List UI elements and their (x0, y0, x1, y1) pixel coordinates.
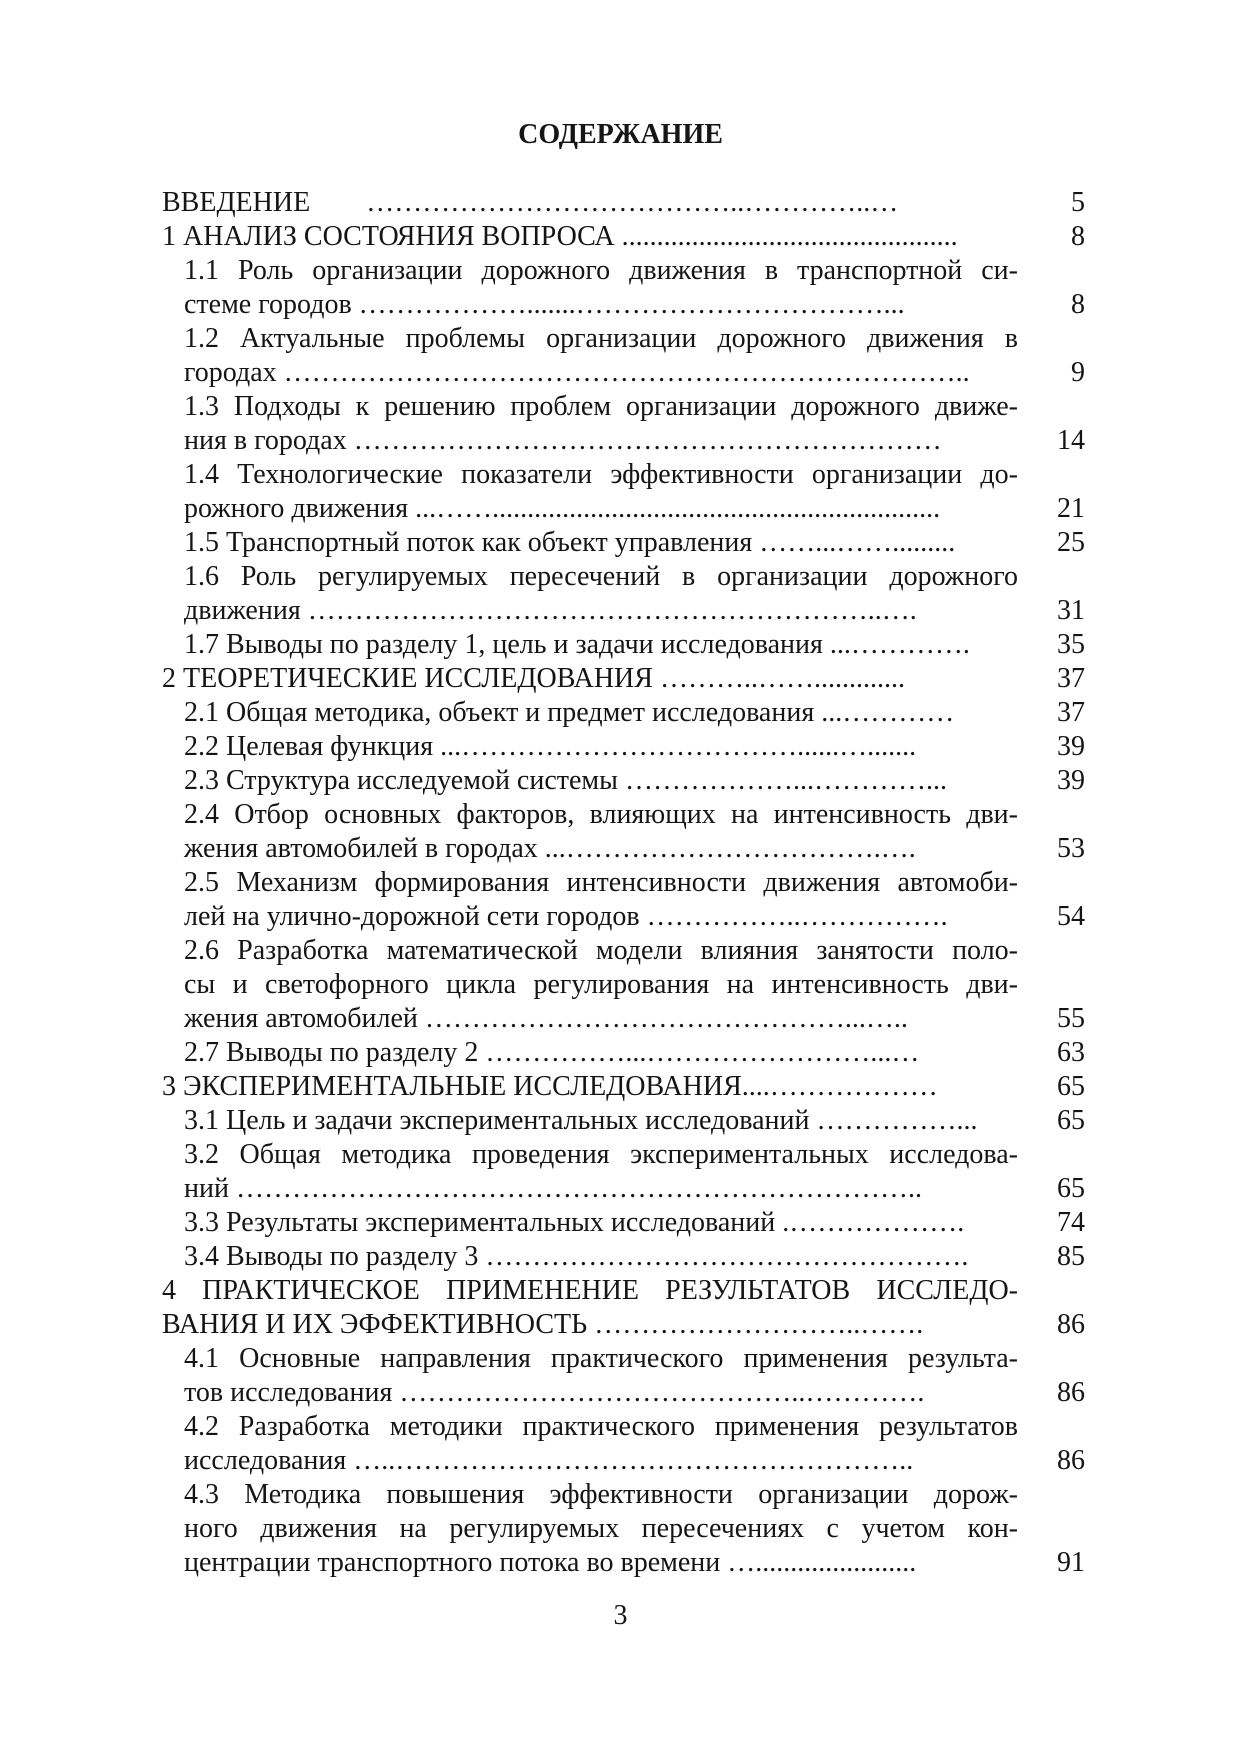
toc-entry-text: 3.1 Цель и задачи экспериментальных исследований ……………... (184, 1105, 978, 1136)
toc-entry-line (0, 390, 1241, 424)
toc-entry-text: 4.3 Методика повышения эффективности организации дорож- (184, 1479, 1018, 1510)
toc-entry-line (0, 594, 1241, 628)
toc-entry-line (0, 254, 1241, 288)
toc-entry-line (0, 1002, 1241, 1036)
toc-entry-text: движения ……………………………………………………..…. (184, 595, 917, 626)
toc-entry-line (0, 560, 1241, 594)
toc-entry-line (0, 322, 1241, 356)
toc-entry-text: городах ……………………………………………………………….. (184, 357, 970, 388)
toc-page-number: 65 (1057, 1105, 1085, 1136)
toc-entry-text: исследования …..……………………………………………….. (184, 1445, 914, 1476)
toc-entry-text: центрации транспортного потока во времени …....................... (184, 1547, 917, 1578)
toc-page-number: 5 (1071, 187, 1085, 218)
toc-entry-line (0, 356, 1241, 390)
toc-entry-line (0, 1342, 1241, 1376)
toc-entry-text: жения автомобилей в городах ...…………………………….…. (184, 833, 916, 864)
toc-entry-text: сы и светофорного цикла регулирования на интенсивность дви- (184, 969, 1018, 1000)
toc-page-number: 14 (1057, 425, 1085, 456)
toc-entry-line (0, 1546, 1241, 1580)
toc-entry-line (0, 1376, 1241, 1410)
toc-entry-text: лей на улично-дорожной сети городов ……………..……………. (184, 901, 948, 932)
toc-entry-text: 3.2 Общая методика проведения экспериментальных исследова- (184, 1139, 1018, 1170)
toc-page-number: 39 (1057, 731, 1085, 762)
toc-entry-line (0, 1104, 1241, 1138)
toc-entry-text: ВВЕДЕНИЕ …………………………………..…………..… (162, 187, 899, 218)
toc-entry-line (0, 288, 1241, 322)
toc-entry-text: 2.6 Разработка математической модели влияния занятости поло- (184, 935, 1018, 966)
toc-entry-line (0, 1070, 1241, 1104)
toc-entry-line (0, 1410, 1241, 1444)
toc-page-number: 85 (1057, 1241, 1085, 1272)
toc-entry-line (0, 1036, 1241, 1070)
toc-page-number: 8 (1071, 221, 1085, 252)
toc-entry-text: 1 АНАЛИЗ СОСТОЯНИЯ ВОПРОСА ................................................ (162, 221, 958, 252)
toc-page-number: 21 (1057, 493, 1085, 524)
toc-page-number: 86 (1057, 1377, 1085, 1408)
toc-entry-line (0, 220, 1241, 254)
toc-entry-text: 1.5 Транспортный поток как объект управления ……...……......... (184, 527, 956, 558)
toc-entry-text: 1.6 Роль регулируемых пересечений в организации дорожного (184, 561, 1018, 592)
toc-entry-text: 2 ТЕОРЕТИЧЕСКИЕ ИССЛЕДОВАНИЯ ………..……............. (162, 663, 905, 694)
toc-page-number: 31 (1057, 595, 1085, 626)
toc-entry-text: стеме городов ……………….......……………………………... (184, 289, 905, 320)
toc-entry-text: ного движения на регулируемых пересечениях с учетом кон- (184, 1513, 1018, 1544)
toc-entry-line (0, 628, 1241, 662)
toc-entry-line (0, 1512, 1241, 1546)
toc-page-number: 65 (1057, 1173, 1085, 1204)
toc-page-number: 25 (1057, 527, 1085, 558)
toc-entry-line (0, 1308, 1241, 1342)
toc-entry-text: 3 ЭКСПЕРИМЕНТАЛЬНЫЕ ИССЛЕДОВАНИЯ....……………… (162, 1071, 938, 1102)
toc-entry-text: 2.7 Выводы по разделу 2 ……………...……………………...… (184, 1037, 920, 1068)
toc-entry-line (0, 696, 1241, 730)
toc-entry-line (0, 1444, 1241, 1478)
toc-page-number: 37 (1057, 697, 1085, 728)
toc-entry-text: 4 ПРАКТИЧЕСКОЕ ПРИМЕНЕНИЕ РЕЗУЛЬТАТОВ ИССЛЕДО- (162, 1275, 1018, 1306)
toc-entry-line (0, 764, 1241, 798)
toc-title: СОДЕРЖАНИЕ (518, 119, 723, 150)
toc-page-number: 86 (1057, 1445, 1085, 1476)
toc-page-number: 9 (1071, 357, 1085, 388)
toc-entry-text: рожного движения ...……................................................................ (184, 493, 941, 524)
toc-entry-text: ВАНИЯ И ИХ ЭФФЕКТИВНОСТЬ ………………………..……. (162, 1309, 924, 1340)
toc-entry-line (0, 866, 1241, 900)
table-of-contents (0, 186, 1241, 1580)
toc-entry-line (0, 458, 1241, 492)
toc-entry-text: тов исследования ……………………………………..…………. (184, 1377, 925, 1408)
toc-entry-line (0, 730, 1241, 764)
toc-entry-line (0, 900, 1241, 934)
toc-entry-line (0, 1240, 1241, 1274)
toc-page-number: 91 (1057, 1547, 1085, 1578)
toc-entry-line (0, 798, 1241, 832)
toc-page-number: 74 (1057, 1207, 1085, 1238)
toc-entry-line (0, 424, 1241, 458)
toc-page-number: 65 (1057, 1071, 1085, 1102)
toc-entry-text: 1.4 Технологические показатели эффективности организации до- (184, 459, 1018, 490)
toc-entry-text: 4.2 Разработка методики практического применения результатов (184, 1411, 1018, 1442)
toc-entry-text: 2.4 Отбор основных факторов, влияющих на интенсивность дви- (184, 799, 1018, 830)
toc-entry-text: жения автомобилей ………………………………………...….. (184, 1003, 908, 1034)
toc-entry-text: 2.3 Структура исследуемой системы ………………...…………... (184, 765, 947, 796)
toc-entry-line (0, 492, 1241, 526)
toc-entry-text: ния в городах ……………………………………………………… (184, 425, 942, 456)
toc-entry-line (0, 1172, 1241, 1206)
toc-entry-text: 1.1 Роль организации дорожного движения в транспортной си- (184, 255, 1018, 286)
toc-entry-text: 2.2 Целевая функция ...………………………………......…....... (184, 731, 917, 762)
toc-entry-text: 4.1 Основные направления практического применения результа- (184, 1343, 1018, 1374)
toc-entry-text: 2.5 Механизм формирования интенсивности движения автомоби- (184, 867, 1018, 898)
toc-page-number: 8 (1071, 289, 1085, 320)
toc-page-number: 37 (1057, 663, 1085, 694)
toc-entry-text: 1.2 Актуальные проблемы организации дорожного движения в (184, 323, 1018, 354)
toc-entry-text: 3.3 Результаты экспериментальных исследований .………………. (184, 1207, 965, 1238)
toc-entry-line (0, 662, 1241, 696)
toc-entry-text: ний ……………………………………………………………….. (184, 1173, 922, 1204)
toc-page-number: 54 (1057, 901, 1085, 932)
toc-entry-line (0, 526, 1241, 560)
toc-page-number: 35 (1057, 629, 1085, 660)
toc-page-number: 53 (1057, 833, 1085, 864)
toc-entry-line (0, 832, 1241, 866)
toc-entry-line (0, 968, 1241, 1002)
toc-page-number: 63 (1057, 1037, 1085, 1068)
toc-entry-line (0, 1206, 1241, 1240)
page-number: 3 (613, 1600, 628, 1631)
toc-entry-text: 1.3 Подходы к решению проблем организации дорожного движе- (184, 391, 1018, 422)
toc-entry-text: 3.4 Выводы по разделу 3 ……………………………………………. (184, 1241, 969, 1272)
toc-entry-line (0, 1274, 1241, 1308)
toc-entry-line (0, 186, 1241, 220)
toc-entry-line (0, 934, 1241, 968)
toc-page-number: 86 (1057, 1309, 1085, 1340)
toc-entry-text: 1.7 Выводы по разделу 1, цель и задачи исследования ...…………. (184, 629, 970, 660)
toc-page-number: 55 (1057, 1003, 1085, 1034)
toc-page-number: 39 (1057, 765, 1085, 796)
toc-entry-line (0, 1138, 1241, 1172)
toc-entry-text: 2.1 Общая методика, объект и предмет исследования ...………… (184, 697, 955, 728)
toc-entry-line (0, 1478, 1241, 1512)
